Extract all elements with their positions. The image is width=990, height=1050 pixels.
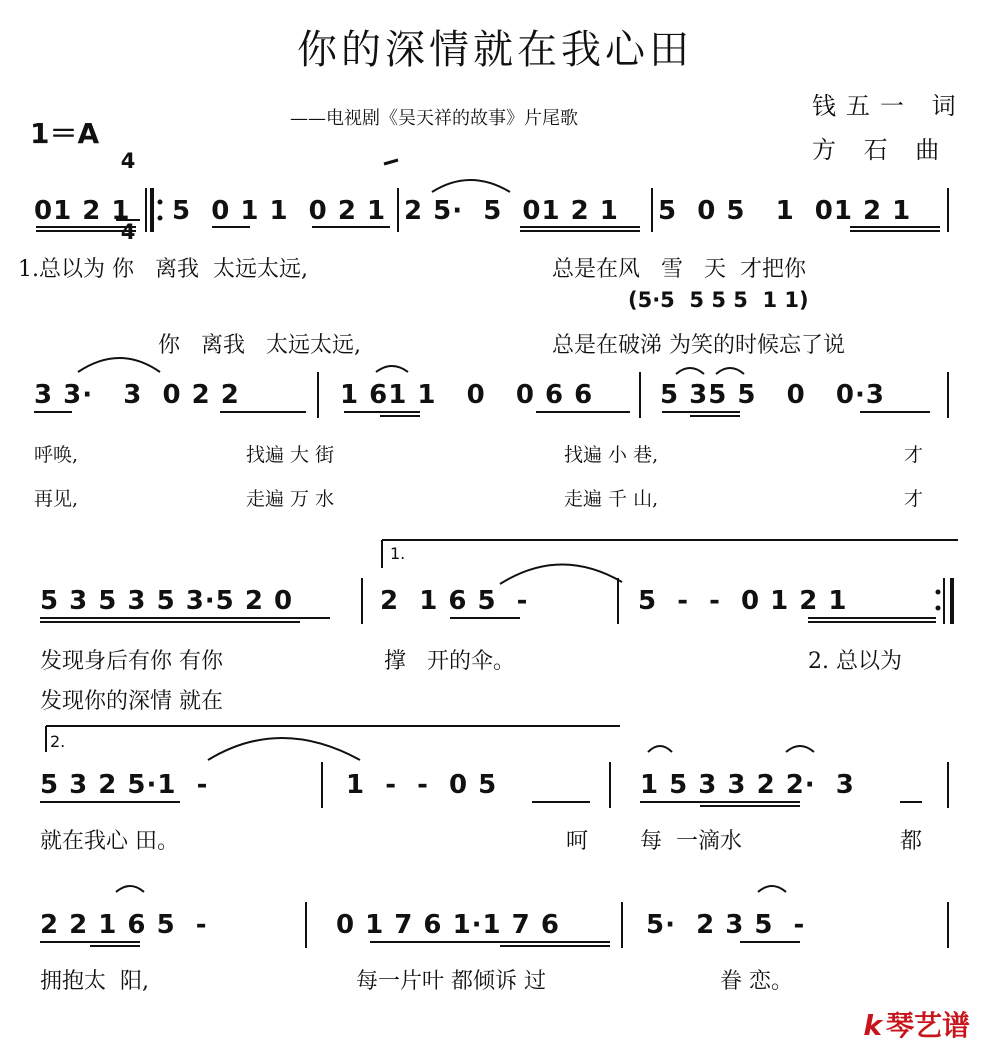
notes-s1-m3: 5 0 5 1 01 2 1 [658,196,912,226]
logo-mark-icon: k [863,1009,882,1042]
volta-1-label: 1. [390,544,406,563]
notes-s2-m2: 1 61 1 0 0 6 6 [340,380,594,410]
lyrics-s4-d: 都 [900,829,923,854]
lyrics-s2-v1-d: 才 [904,444,924,466]
lyrics-s3-v1-b: 撑 开的伞。 [384,649,515,674]
key-signature: 1＝A [30,117,100,150]
notes-s3-m3: 5 - - 0 1 2 1 [638,586,848,616]
notes-s5-m2: 0 1 7 6 1·1 7 6 [336,910,560,940]
notes-s5-m1: 2 2 1 6 5 - [40,910,208,940]
lyrics-s2-v1-b: 找遍 大 街 [246,444,335,466]
lyrics-s1-alt-a: 你 离我 太远太远, [158,333,361,358]
lyrics-s3-v2-a: 发现你的深情 就在 [40,689,223,714]
lyrics-s5-c: 眷 恋。 [720,969,793,994]
volta-2-label: 2. [50,732,66,751]
notes-s1-m2: 2 5· 5 01 2 1 [404,196,619,226]
song-title: 你的深情就在我心田 [297,27,693,73]
lyrics-s1-b: 总是在风 雪 天 才把你 [552,257,806,282]
subtitle: ——电视剧《吴天祥的故事》片尾歌 [290,108,578,129]
composer-credit: 方 石 曲 [812,136,950,164]
lyrics-s4-c: 每 一滴水 [640,829,742,854]
notes-s2-m1: 3 3· 3 0 2 2 [34,380,240,410]
lyrics-s2-v1-c: 找遍 小 巷, [564,444,659,466]
lyrics-s2-v2-b: 走遍 万 水 [246,488,335,510]
lyrics-s2-v2-a: 再见, [34,488,79,510]
lyrics-s2-v2-d: 才 [904,488,924,510]
lyrics-s2-v2-c: 走遍 千 山, [564,488,659,510]
notes-s5-m3: 5· 2 3 5 - [646,910,806,940]
lyrics-s1-a: 1.总以为 你 离我 太远太远, [18,257,308,282]
time-signature-top: 4 [120,149,136,173]
lyrics-s5-a: 拥抱太 阳, [40,969,149,994]
lyrics-s4-a: 就在我心 田。 [40,829,179,854]
notes-s4-m3: 1 5 3 3 2 2· 3 [640,770,855,800]
lyrics-s3-v1-a: 发现身后有你 有你 [40,649,223,674]
notes-s3-m1: 5 3 5 3 5 3·5 2 0 [40,586,294,616]
notes-s2-m3: 5 35 5 0 0·3 [660,380,885,410]
lyricist-credit: 钱五一 词 [812,92,966,120]
alt-notes-s1: (5·5 5 5 5 1 1) [628,288,809,312]
lyrics-s4-b: 呵 [566,829,589,854]
notes-s3-m2: 2 1 6 5 - [380,586,529,616]
time-signature-bottom: 4 [116,219,140,244]
logo-text: 琴艺谱 [885,1009,970,1042]
notes-s1-pickup: 01 2 1 [34,196,131,226]
lyrics-s2-v1-a: 呼唤, [34,444,79,466]
lyrics-s3-v1-c: 2. 总以为 [808,649,902,674]
notes-s4-m2: 1 - - 0 5 [346,770,498,800]
lyrics-s1-alt-b: 总是在破涕 为笑的时候忘了说 [552,333,845,358]
notes-s1-m1: 5 0 1 1 0 2 1 [172,196,387,226]
lyrics-s5-b: 每一片叶 都倾诉 过 [356,969,546,994]
notes-s4-m1: 5 3 2 5·1 - [40,770,209,800]
